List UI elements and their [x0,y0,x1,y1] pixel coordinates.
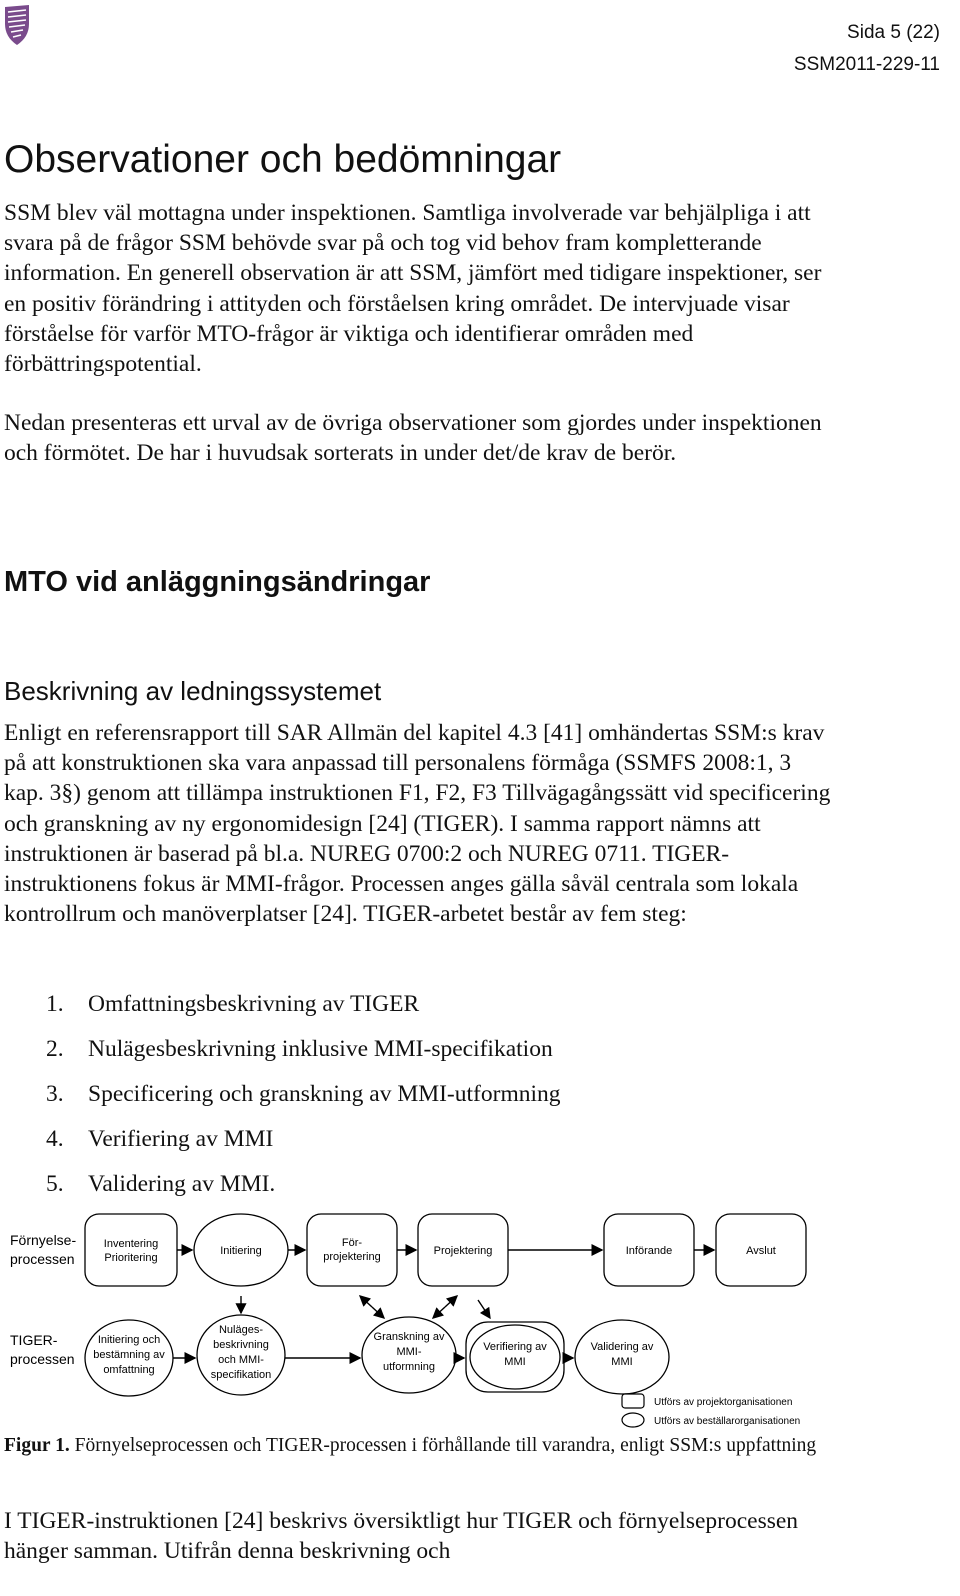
svg-text:Granskning avMMI-utformning: Granskning av MMI-utformning [373,1331,445,1373]
svg-text:Validering avMMI: Validering av MMI [590,1341,654,1368]
svg-text:Avslut: Avslut [746,1245,776,1257]
document-id: SSM2011-229-11 [793,54,940,75]
svg-text:Nuläges-beskrivningoch MMI-spe: Nuläges-beskrivning och MMI-specifikation [210,1324,272,1381]
node-inventering [85,1214,177,1286]
connector-arrows [241,1296,490,1318]
page-number: Sida 5 (22) [847,22,940,43]
section-heading: MTO vid anläggningsändringar [4,566,431,598]
list-item: 1. Omfattningsbeskrivning av TIGER [46,991,420,1017]
figure-caption [4,1433,834,1458]
legend-client-icon [622,1413,644,1427]
row2-label: TIGER-processen [10,1332,75,1367]
node-forprojektering [307,1214,397,1286]
svg-text:Projektering: Projektering [433,1245,493,1257]
legend-project-icon [622,1394,644,1408]
row1-label: Förnyelse-processen [10,1232,77,1267]
steps-list [46,986,561,1211]
closing-paragraph: I TIGER-instruktionen [24] beskrivs översiktligt hur TIGER och förnyelseprocessen hänger samman. Utifrån denna beskrivning och [4,1508,799,1565]
caption-label: Figur 1. [4,1435,70,1456]
list-item: 5. Validering av MMI. [46,1171,276,1197]
svg-text:InventeringPrioritering: Inventering Prioritering [103,1238,159,1264]
list-item: 3. Specificering och granskning av MMI-utformning [46,1081,561,1107]
svg-text:För-projektering: För-projektering [323,1237,381,1263]
legend-client-label: Utförs av beställarorganisationen [654,1416,801,1427]
list-item: 4. Verifiering av MMI [46,1126,274,1152]
svg-text:Införande: Införande [625,1245,673,1257]
process-diagram [0,1210,960,1435]
legend-project-label: Utförs av projektorganisationen [654,1397,793,1408]
svg-text:Verifiering avMMI: Verifiering av MMI [483,1341,547,1368]
selection-paragraph: Nedan presenteras ett urval av de övriga observationer som gjordes under inspektionen och förmötet. De har i huvudsak sorterats in under det/de krav de berör. [4,410,822,467]
svg-text:Initiering ochbestämning avomf: Initiering och bestämning av omfattning [93,1334,165,1376]
ssm-logo [4,4,30,46]
page-title: Observationer och bedömningar [4,138,562,181]
caption-text: Förnyelseprocessen och TIGER-processen i förhållande till varandra, enligt SSM:s uppfattning [74,1435,817,1456]
list-item: 2. Nulägesbeskrivning inklusive MMI-specifikation [46,1036,553,1062]
svg-text:Initiering: Initiering [220,1245,262,1257]
management-paragraph: Enligt en referensrapport till SAR Allmän del kapitel 4.3 [41] omhändertas SSM:s krav på att konstruktionen ska vara anpassad till personalens förmåga (SSMFS 2008:1, 3 kap. 3§) genom att tillämpa instruktionen F1, F2, F3 Tillvägagångssätt vid specificering och granskning av ny ergonomidesign [24] (TIGER). I samma rapport nämns att instruktionen är baserad på bl.a. NUREG 0700:2 och NUREG 0711. TIGER-instruktionens fokus är MMI-frågor. Processen anges gälla såväl centrala som lokala kontrollrum och manöverplatser [24]. TIGER-arbetet består av fem steg: [4,720,831,928]
intro-paragraph: SSM blev väl mottagna under inspektionen. Samtliga involverade var behjälpliga i att svara på de frågor SSM behövde svar på och tog vid behov fram kompletterande information. En generell observation är att SSM, jämfört med tidigare inspektioner, ser en positiv förändring i attityden och förståelsen kring området. De intervjuade visar förståelse för varför MTO-frågor är viktiga och identifierar områden med förbättringspotential. [4,200,822,378]
subsection-heading: Beskrivning av ledningssystemet [4,676,382,706]
